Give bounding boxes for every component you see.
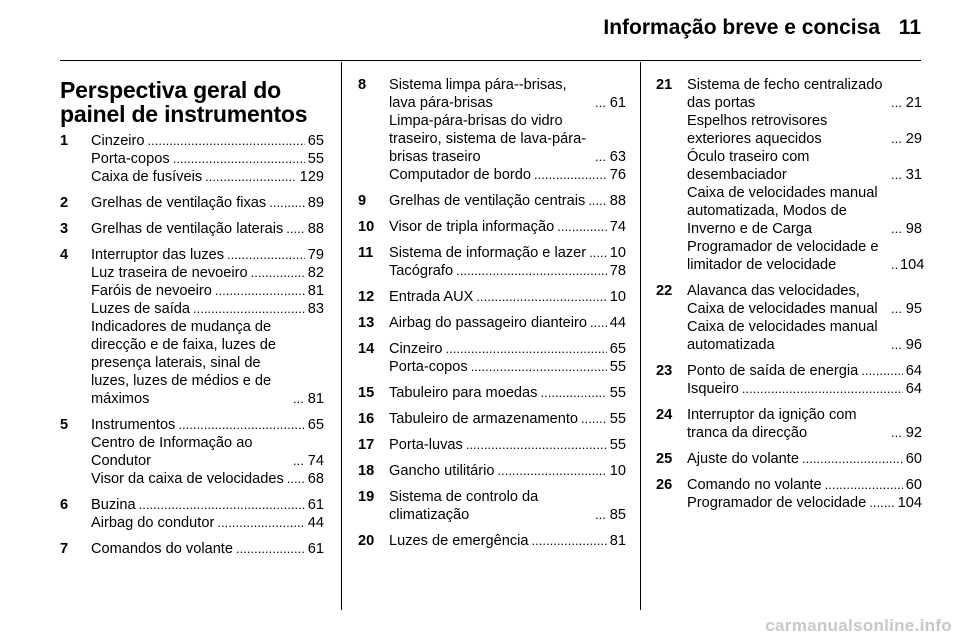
entry-label: Comando no volante bbox=[687, 477, 822, 493]
index-entry[interactable] bbox=[687, 112, 922, 148]
entry-label: Entrada AUX bbox=[389, 289, 474, 305]
dot-leader bbox=[293, 452, 305, 470]
dot-leader bbox=[891, 424, 903, 442]
entry-page-ref[interactable]: 79 bbox=[307, 247, 324, 263]
entry-page-ref[interactable]: 81 bbox=[307, 391, 324, 407]
entry-label: Tacógrafo bbox=[389, 263, 454, 279]
header-title: Informação breve e concisa bbox=[603, 16, 880, 39]
entry-page-ref[interactable]: 44 bbox=[307, 515, 324, 531]
dot-leader bbox=[540, 384, 606, 402]
index-entry[interactable] bbox=[91, 168, 324, 186]
index-entry[interactable] bbox=[91, 194, 324, 212]
dot-leader bbox=[471, 358, 607, 376]
item-entries bbox=[687, 406, 922, 442]
index-entry[interactable] bbox=[389, 436, 626, 454]
index-entry[interactable] bbox=[389, 314, 626, 332]
entry-label: Airbag do condutor bbox=[91, 515, 215, 531]
item-number: 23 bbox=[656, 363, 673, 379]
entry-label: Luzes de saída bbox=[91, 301, 190, 317]
item-number: 1 bbox=[60, 133, 69, 149]
item-entries bbox=[91, 416, 324, 488]
index-item bbox=[358, 340, 626, 376]
index-entry[interactable] bbox=[389, 384, 626, 402]
item-number: 16 bbox=[358, 411, 375, 427]
dot-leader bbox=[446, 340, 607, 358]
dot-leader bbox=[595, 148, 607, 166]
entry-page-ref[interactable]: 55 bbox=[609, 437, 626, 453]
item-number: 8 bbox=[358, 77, 367, 93]
entry-label: Buzina bbox=[91, 497, 136, 513]
column-3 bbox=[656, 76, 925, 520]
entry-label: Porta-luvas bbox=[389, 437, 463, 453]
dot-leader bbox=[139, 496, 305, 514]
item-number: 24 bbox=[656, 407, 673, 423]
item-number: 17 bbox=[358, 437, 375, 453]
dot-leader bbox=[193, 300, 305, 318]
entry-label: Grelhas de ventilação laterais bbox=[91, 221, 284, 237]
item-number: 5 bbox=[60, 417, 69, 433]
item-number: 14 bbox=[358, 341, 375, 357]
index-item bbox=[358, 288, 626, 306]
item-entries bbox=[389, 192, 626, 210]
dot-leader bbox=[589, 244, 607, 262]
entry-page-ref[interactable]: 74 bbox=[609, 219, 626, 235]
entry-page-ref[interactable]: 76 bbox=[609, 167, 626, 183]
entry-page-ref[interactable]: 44 bbox=[609, 315, 626, 331]
entry-label: Luzes de emergência bbox=[389, 533, 529, 549]
item-entries bbox=[91, 194, 324, 212]
index-item bbox=[358, 436, 626, 454]
entry-label: Sistema limpa pára--brisas, lava pára-brisas bbox=[389, 77, 567, 111]
entry-label: Indicadores de mudança de direcção e de faixa, luzes de presença laterais, sinal de luzes, luzes de médios e de máximos bbox=[91, 319, 276, 407]
index-item bbox=[656, 450, 922, 468]
index-item bbox=[358, 532, 626, 550]
dot-leader bbox=[891, 166, 903, 184]
dot-leader bbox=[497, 462, 606, 480]
entry-page-ref[interactable]: 82 bbox=[307, 265, 324, 281]
item-entries bbox=[389, 462, 626, 480]
page-header bbox=[0, 0, 960, 62]
index-entry[interactable] bbox=[687, 148, 922, 184]
item-number: 10 bbox=[358, 219, 375, 235]
watermark: carmanualsonline.info bbox=[765, 616, 952, 635]
index-list bbox=[656, 76, 925, 512]
index-entry[interactable] bbox=[389, 462, 626, 480]
entry-page-ref[interactable]: 10 bbox=[609, 289, 626, 305]
index-entry[interactable] bbox=[687, 362, 922, 380]
item-number: 19 bbox=[358, 489, 375, 505]
entry-page-ref[interactable]: 83 bbox=[307, 301, 324, 317]
index-item bbox=[60, 132, 324, 186]
entry-page-ref[interactable]: 65 bbox=[609, 341, 626, 357]
dot-leader bbox=[891, 220, 903, 238]
index-entry[interactable] bbox=[91, 150, 324, 168]
entry-label: Grelhas de ventilação centrais bbox=[389, 193, 586, 209]
item-number: 25 bbox=[656, 451, 673, 467]
item-entries bbox=[687, 282, 922, 354]
index-entry[interactable] bbox=[91, 220, 324, 238]
dot-leader bbox=[227, 246, 305, 264]
dot-leader bbox=[173, 150, 305, 168]
item-number: 2 bbox=[60, 195, 69, 211]
column-2 bbox=[358, 76, 626, 558]
entry-page-ref[interactable]: 55 bbox=[609, 385, 626, 401]
dot-leader bbox=[205, 168, 297, 186]
item-entries bbox=[91, 496, 324, 532]
dot-leader bbox=[148, 132, 305, 150]
entry-page-ref[interactable]: 21 bbox=[905, 95, 922, 111]
entry-page-ref[interactable]: 61 bbox=[307, 497, 324, 513]
entry-label: Centro de Informação ao Condutor bbox=[91, 435, 253, 469]
item-entries bbox=[389, 410, 626, 428]
entry-page-ref[interactable]: 55 bbox=[609, 359, 626, 375]
index-entry[interactable] bbox=[687, 318, 922, 354]
item-number: 18 bbox=[358, 463, 375, 479]
dot-leader bbox=[891, 94, 903, 112]
entry-page-ref[interactable]: 64 bbox=[905, 381, 922, 397]
item-entries bbox=[91, 540, 324, 558]
dot-leader bbox=[236, 540, 305, 558]
entry-label: Tabuleiro para moedas bbox=[389, 385, 538, 401]
dot-leader bbox=[590, 314, 607, 332]
index-item bbox=[358, 244, 626, 280]
item-number: 13 bbox=[358, 315, 375, 331]
entry-label: Caixa de velocidades manual automatizada, Modos de Inverno e de Carga bbox=[687, 185, 878, 237]
index-item bbox=[358, 218, 626, 236]
index-entry[interactable] bbox=[687, 184, 922, 238]
index-entry[interactable] bbox=[687, 450, 922, 468]
item-entries bbox=[389, 532, 626, 550]
entry-page-ref[interactable]: 81 bbox=[307, 283, 324, 299]
entry-page-ref[interactable]: 104 bbox=[897, 495, 922, 511]
entry-label: Porta-copos bbox=[389, 359, 468, 375]
entry-label: Caixa de velocidades manual automatizada bbox=[687, 319, 878, 353]
index-entry[interactable] bbox=[91, 434, 324, 470]
dot-leader bbox=[588, 192, 606, 210]
item-entries bbox=[687, 450, 922, 468]
dot-leader bbox=[456, 262, 607, 280]
index-entry[interactable] bbox=[389, 532, 626, 550]
dot-leader bbox=[581, 410, 607, 428]
item-entries bbox=[389, 244, 626, 280]
dot-leader bbox=[476, 288, 606, 306]
index-entry[interactable] bbox=[687, 494, 922, 512]
entry-page-ref[interactable]: 85 bbox=[609, 507, 626, 523]
index-item bbox=[358, 462, 626, 480]
index-item bbox=[358, 384, 626, 402]
dot-leader bbox=[869, 494, 894, 512]
entry-label: Grelhas de ventilação fixas bbox=[91, 195, 267, 211]
item-entries bbox=[91, 246, 324, 408]
dot-leader bbox=[802, 450, 903, 468]
entry-page-ref[interactable]: 78 bbox=[609, 263, 626, 279]
entry-label: Instrumentos bbox=[91, 417, 176, 433]
index-entry[interactable] bbox=[91, 416, 324, 434]
index-item bbox=[60, 540, 324, 558]
entry-page-ref[interactable]: 98 bbox=[905, 221, 922, 237]
dot-leader bbox=[532, 532, 607, 550]
item-entries bbox=[389, 340, 626, 376]
entry-page-ref[interactable]: 96 bbox=[905, 337, 922, 353]
index-item bbox=[358, 488, 626, 524]
index-entry[interactable] bbox=[687, 476, 922, 494]
entry-label: Sistema de fecho centralizado das portas bbox=[687, 77, 883, 111]
header-divider bbox=[60, 60, 921, 61]
index-list bbox=[358, 76, 626, 550]
entry-label: Óculo traseiro com desembaciador bbox=[687, 149, 810, 183]
entry-label: Limpa-pára-brisas do vidro traseiro, sistema de lava-pára-brisas traseiro bbox=[389, 113, 587, 165]
dot-leader bbox=[891, 256, 897, 274]
entry-page-ref[interactable]: 89 bbox=[307, 195, 324, 211]
index-item bbox=[656, 76, 925, 274]
dot-leader bbox=[825, 476, 903, 494]
entry-label: Sistema de informação e lazer bbox=[389, 245, 587, 261]
entry-page-ref[interactable]: 63 bbox=[609, 149, 626, 165]
item-number: 26 bbox=[656, 477, 673, 493]
entry-label: Luz traseira de nevoeiro bbox=[91, 265, 248, 281]
item-number: 11 bbox=[358, 245, 374, 261]
index-entry[interactable] bbox=[389, 410, 626, 428]
entry-label: Airbag do passageiro dianteiro bbox=[389, 315, 587, 331]
entry-page-ref[interactable]: 60 bbox=[905, 451, 922, 467]
dot-leader bbox=[595, 506, 607, 524]
entry-page-ref[interactable]: 61 bbox=[609, 95, 626, 111]
entry-page-ref[interactable]: 61 bbox=[307, 541, 324, 557]
dot-leader bbox=[251, 264, 305, 282]
index-entry[interactable] bbox=[687, 238, 925, 274]
dot-leader bbox=[287, 470, 305, 488]
entry-page-ref[interactable]: 74 bbox=[307, 453, 324, 469]
item-number: 15 bbox=[358, 385, 375, 401]
index-item bbox=[358, 76, 626, 184]
entry-page-ref[interactable]: 88 bbox=[609, 193, 626, 209]
entry-page-ref[interactable]: 129 bbox=[299, 169, 324, 185]
index-entry[interactable] bbox=[91, 264, 324, 282]
page-number: 11 bbox=[898, 16, 921, 39]
entry-page-ref[interactable]: 88 bbox=[307, 221, 324, 237]
index-entry[interactable] bbox=[389, 76, 626, 112]
index-entry[interactable] bbox=[91, 514, 324, 532]
entry-page-ref[interactable]: 65 bbox=[307, 133, 324, 149]
index-item bbox=[656, 362, 922, 398]
entry-label: Alavanca das velocidades, Caixa de velocidades manual bbox=[687, 283, 878, 317]
entry-label: Tabuleiro de armazenamento bbox=[389, 411, 579, 427]
index-entry[interactable] bbox=[91, 300, 324, 318]
column-divider bbox=[640, 62, 641, 610]
entry-page-ref[interactable]: 81 bbox=[609, 533, 626, 549]
entry-page-ref[interactable]: 55 bbox=[307, 151, 324, 167]
dot-leader bbox=[595, 94, 607, 112]
index-item bbox=[656, 406, 922, 442]
entry-label: Visor da caixa de velocidades bbox=[91, 471, 284, 487]
dot-leader bbox=[269, 194, 305, 212]
index-item bbox=[358, 410, 626, 428]
entry-label: Interruptor da ignição com tranca da direcção bbox=[687, 407, 857, 441]
item-entries bbox=[687, 76, 925, 274]
index-entry[interactable] bbox=[389, 288, 626, 306]
item-number: 9 bbox=[358, 193, 367, 209]
index-entry[interactable] bbox=[389, 166, 626, 184]
dot-leader bbox=[293, 390, 305, 408]
entry-label: Visor de tripla informação bbox=[389, 219, 555, 235]
entry-label: Caixa de fusíveis bbox=[91, 169, 203, 185]
index-entry[interactable] bbox=[389, 358, 626, 376]
index-item bbox=[60, 496, 324, 532]
entry-label: Interruptor das luzes bbox=[91, 247, 225, 263]
index-item bbox=[656, 476, 922, 512]
item-entries bbox=[91, 132, 324, 186]
entry-page-ref[interactable]: 10 bbox=[609, 245, 626, 261]
index-entry[interactable] bbox=[389, 192, 626, 210]
column-divider bbox=[341, 62, 342, 610]
index-list bbox=[60, 132, 324, 558]
item-entries bbox=[389, 314, 626, 332]
item-number: 21 bbox=[656, 77, 673, 93]
index-entry[interactable] bbox=[91, 246, 324, 264]
dot-leader bbox=[534, 166, 607, 184]
entry-label: Comandos do volante bbox=[91, 541, 233, 557]
item-number: 20 bbox=[358, 533, 375, 549]
dot-leader bbox=[891, 130, 903, 148]
index-item bbox=[60, 416, 324, 488]
index-entry[interactable] bbox=[389, 112, 626, 166]
item-number: 6 bbox=[60, 497, 69, 513]
entry-page-ref[interactable]: 55 bbox=[609, 411, 626, 427]
dot-leader bbox=[466, 436, 607, 454]
dot-leader bbox=[861, 362, 903, 380]
entry-label: Sistema de controlo da climatização bbox=[389, 489, 539, 523]
index-entry[interactable] bbox=[389, 218, 626, 236]
item-number: 22 bbox=[656, 283, 673, 299]
index-entry[interactable] bbox=[91, 470, 324, 488]
dot-leader bbox=[557, 218, 607, 236]
item-number: 4 bbox=[60, 247, 69, 263]
index-entry[interactable] bbox=[687, 406, 922, 442]
index-entry[interactable] bbox=[91, 282, 324, 300]
index-entry[interactable] bbox=[389, 340, 626, 358]
index-entry[interactable] bbox=[389, 488, 626, 524]
section-title: Perspectiva geral do painel de instrumentos bbox=[60, 77, 308, 127]
index-entry[interactable] bbox=[91, 540, 324, 558]
index-item bbox=[358, 192, 626, 210]
index-item bbox=[60, 194, 324, 212]
entry-page-ref[interactable]: 10 bbox=[609, 463, 626, 479]
entry-page-ref[interactable]: 65 bbox=[307, 417, 324, 433]
entry-label: Programador de velocidade e limitador de velocidade bbox=[687, 239, 879, 273]
entry-label: Cinzeiro bbox=[389, 341, 443, 357]
dot-leader bbox=[217, 514, 304, 532]
entry-label: Porta-copos bbox=[91, 151, 170, 167]
entry-label: Ajuste do volante bbox=[687, 451, 799, 467]
index-item bbox=[656, 282, 922, 354]
entry-page-ref[interactable]: 104 bbox=[900, 257, 925, 273]
dot-leader bbox=[286, 220, 305, 238]
dot-leader bbox=[215, 282, 305, 300]
index-entry[interactable] bbox=[687, 76, 922, 112]
item-entries bbox=[389, 288, 626, 306]
entry-label: Gancho utilitário bbox=[389, 463, 495, 479]
dot-leader bbox=[742, 380, 903, 398]
entry-page-ref[interactable]: 60 bbox=[905, 477, 922, 493]
item-entries bbox=[389, 384, 626, 402]
item-number: 3 bbox=[60, 221, 69, 237]
item-entries bbox=[389, 218, 626, 236]
entry-label: Faróis de nevoeiro bbox=[91, 283, 212, 299]
entry-page-ref[interactable]: 92 bbox=[905, 425, 922, 441]
index-item bbox=[60, 246, 324, 408]
dot-leader bbox=[891, 300, 903, 318]
entry-page-ref[interactable]: 95 bbox=[905, 301, 922, 317]
entry-page-ref[interactable]: 64 bbox=[905, 363, 922, 379]
item-entries bbox=[389, 76, 626, 184]
entry-label: Isqueiro bbox=[687, 381, 739, 397]
entry-label: Computador de bordo bbox=[389, 167, 531, 183]
entry-page-ref[interactable]: 31 bbox=[905, 167, 922, 183]
dot-leader bbox=[891, 336, 903, 354]
dot-leader bbox=[178, 416, 304, 434]
item-number: 12 bbox=[358, 289, 375, 305]
item-entries bbox=[687, 476, 922, 512]
index-entry[interactable] bbox=[91, 132, 324, 150]
index-item bbox=[60, 220, 324, 238]
entry-label: Ponto de saída de energia bbox=[687, 363, 859, 379]
entry-label: Cinzeiro bbox=[91, 133, 145, 149]
index-entry[interactable] bbox=[687, 282, 922, 318]
entry-label: Espelhos retrovisores exteriores aquecidos bbox=[687, 113, 828, 147]
entry-page-ref[interactable]: 29 bbox=[905, 131, 922, 147]
index-entry[interactable] bbox=[389, 262, 626, 280]
index-entry[interactable] bbox=[687, 380, 922, 398]
index-entry[interactable] bbox=[389, 244, 626, 262]
index-entry[interactable] bbox=[91, 496, 324, 514]
item-entries bbox=[389, 488, 626, 524]
entry-label: Programador de velocidade bbox=[687, 495, 867, 511]
item-entries bbox=[91, 220, 324, 238]
index-entry[interactable] bbox=[91, 318, 324, 408]
item-entries bbox=[687, 362, 922, 398]
index-item bbox=[358, 314, 626, 332]
item-number: 7 bbox=[60, 541, 69, 557]
item-entries bbox=[389, 436, 626, 454]
entry-page-ref[interactable]: 68 bbox=[307, 471, 324, 487]
column-1 bbox=[60, 76, 324, 566]
